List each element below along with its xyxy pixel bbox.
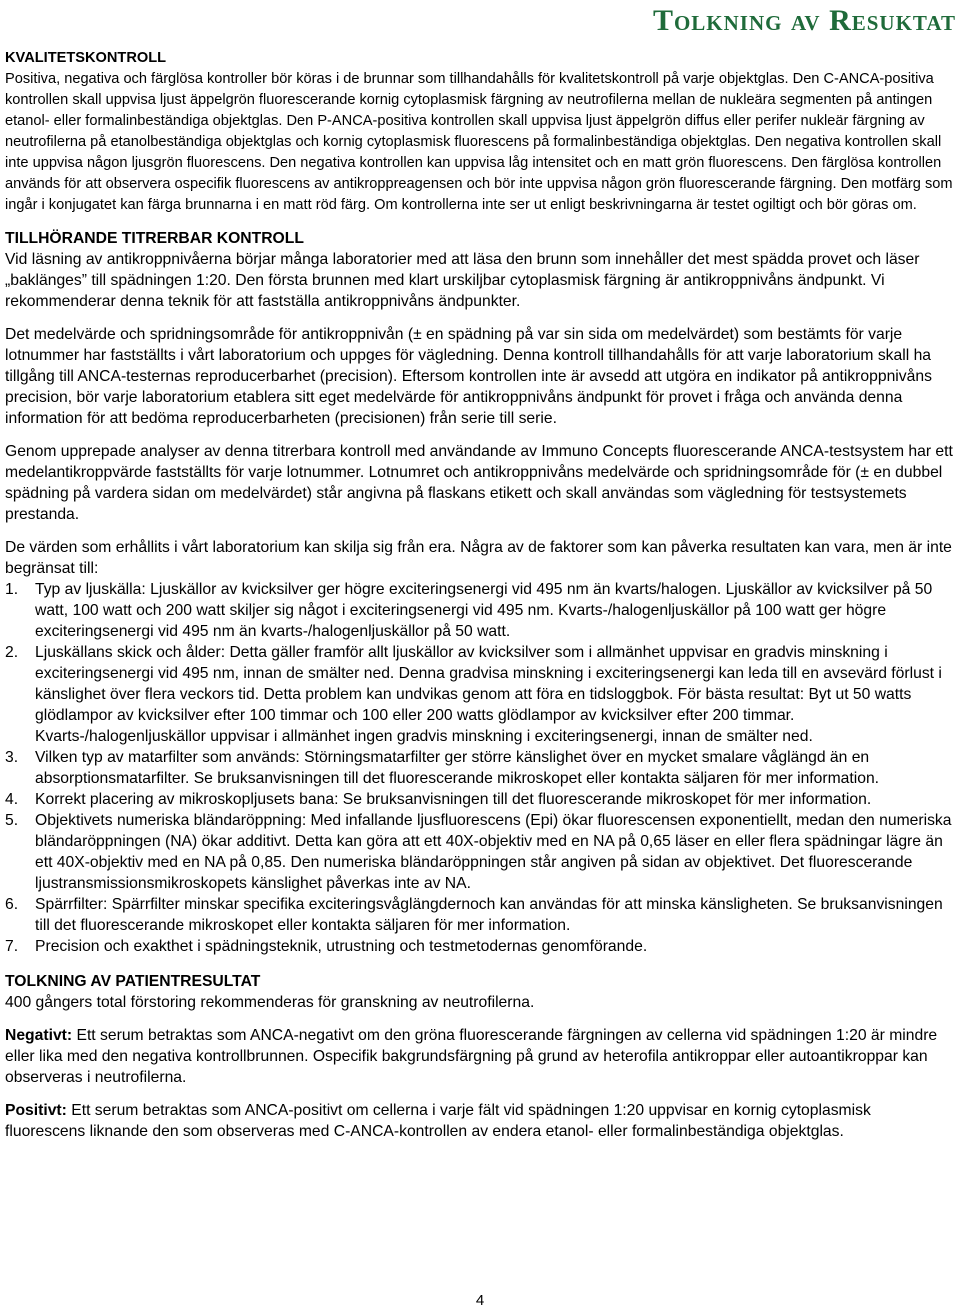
positiv-text: Ett serum betraktas som ANCA-positivt om cellerna i varje fält vid spädningen 1:20 uppvisar en kornig cytoplasmisk fluorescens liknande den som observeras med C-ANCA-kontrollen av endera etanol- eller formalinbeständiga objektglas. xyxy=(5,1102,871,1140)
titrerbar-paragraph-3: Genom upprepade analyser av denna titrerbara kontroll med användande av Immuno Concepts fluorescerande ANCA-testsystem har ett medelantikroppvärde fastställts för varje lotnummer. Lotnumret och antikroppnivåns medelvärde och spridningsområde för (± en dubbel spädning på vardera sidan om medelvärdet) står angivna på flaskans etikett och skall användas som vägledning för testsystemets prestanda. xyxy=(5,443,953,523)
positiv-paragraph xyxy=(5,1100,955,1142)
negativ-paragraph xyxy=(5,1025,955,1088)
list-item-text: Ljuskällans skick och ålder: Detta gäller framför allt ljuskällor av kvicksilver som i allmänhet uppvisar en gradvis minskning i exciteringsenergi vid 495 nm, innan de smälter ned. Denna gradvisa minskning i exciteringsenergi kan leda till en avsevärd förlust i känslighet över flera veckors tid. Detta problem kan undvikas genom att föra en tidsloggbok. För bästa resultat: Byt ut 50 watts glödlampor av kvicksilver efter 100 timmar och 100 eller 200 watts glödlampor av kvicksilver efter 200 timmar. Kvarts-/halogenljuskällor uppvisar i allmänhet ingen gradvis minskning i exciteringsenergi, innan de smälter ned. xyxy=(35,644,942,745)
list-item-text: Spärrfilter: Spärrfilter minskar specifika exciteringsvåglängdernoch kan användas för att minska känsligheten. Se bruksanvisningen till det fluorescerande mikroskopet eller kontakta säljaren för mer information. xyxy=(35,896,943,934)
heading-kvalitetskontroll: KVALITETSKONTROLL xyxy=(5,50,167,66)
section-titrerbar-kontroll xyxy=(5,228,955,957)
titrerbar-paragraph-1: Vid läsning av antikroppnivåerna börjar många laboratorier med att läsa den brunn som innehåller det mest spädda provet och läser „baklänges” till spädningen 1:20. Den första brunnen med klart urskiljbar cytoplasmisk färgning är antikroppnivåns ändpunkt. Vi rekommenderar denna teknik för att fastställa antikroppnivåns ändpunkter. xyxy=(5,251,920,310)
list-item-text: Korrekt placering av mikroskopljusets bana: Se bruksanvisningen till det fluorescerande mikroskopet för mer information. xyxy=(35,791,872,808)
kvalitetskontroll-text: Positiva, negativa och färglösa kontroller bör köras i de brunnar som tillhandahålls för kvalitetskontroll på varje objektglas. Den C-ANCA-positiva kontrollen skall uppvisa ljust äppelgrön fluorescerande kornig cytoplasmisk färgning av neutrofilerna mellan de nukleära segmenten på antingen etanol- eller formalinbeständiga objektglas. Den P-ANCA-positiva kontrollen skall uppvisa ljust äppelgrön diffus eller perifer nukleär färgning av neutrofilerna på etanolbeständiga objektglas och kornig cytoplasmisk fluorescens på formalinbeständiga objektglas. Den negativa kontrollen skall inte uppvisa någon ljusgrön fluorescens. Den negativa kontrollen kan uppvisa låg intensitet och en matt grön fluorescens. Den färglösa kontrollen används för att observera ospecifik fluorescens av antikroppreagensen och bör inte uppvisa någon grön fluorescerande färgning. Den motfärg som ingår i konjugatet kan färga brunnarna i en matt röd färg. Om kontrollerna inte ser ut enligt beskrivningarna är testet ogiltigt och bör göras om. xyxy=(5,71,953,213)
list-item-text: Objektivets numeriska bländaröppning: Med infallande ljusfluorescens (Epi) ökar fluorescensen exponentiellt, medan den numeriska bländaröppningen (NA) ökar additivt. Detta kan göra att ett 40X-objektiv med en NA på 0,65 läser en eller flera spädningar lägre än ett 40X-objektiv med en NA på 0,85. Den numeriska bländaröppningen står angiven på sidan av objektivet. Det fluorescerande ljustransmissionsmikroskopets känslighet påverkas inte av NA. xyxy=(35,812,952,892)
list-item-text: Vilken typ av matarfilter som används: Störningsmatarfilter ger större känslighet över en mycket smalare våglängd än en absorptionsmatarfilter. Se bruksanvisningen till det fluorescerande mikroskopet eller kontakta säljaren för mer information. xyxy=(35,749,880,787)
positiv-label: Positivt: xyxy=(5,1102,67,1119)
list-number: 3. xyxy=(5,749,19,766)
factor-list xyxy=(5,579,955,957)
page-number: 4 xyxy=(475,1292,485,1309)
list-item xyxy=(5,936,955,957)
section-patientresultat xyxy=(5,971,955,1142)
heading-patientresultat: TOLKNING AV PATIENTRESULTAT xyxy=(5,973,261,990)
list-number: 2. xyxy=(5,644,19,661)
list-number: 7. xyxy=(5,938,19,955)
section-kvalitetskontroll xyxy=(5,48,955,216)
list-number: 6. xyxy=(5,896,19,913)
list-item xyxy=(5,810,955,894)
page-title: Tolkning av Resuktat xyxy=(652,4,956,37)
list-item xyxy=(5,579,955,642)
list-item-text: Precision och exakthet i spädningsteknik, utrustning och testmetodernas genomförande. xyxy=(35,938,648,955)
list-item xyxy=(5,894,955,936)
negativ-text: Ett serum betraktas som ANCA-negativt om den gröna fluorescerande färgningen av cellerna vid spädningen 1:20 är mindre eller lika med den negativa kontrollbrunnen. Ospecifik bakgrundsfärgning på grund av heterofila antikroppar eller autoantikroppar kan observeras i neutrofilerna. xyxy=(5,1027,938,1086)
list-number: 5. xyxy=(5,812,19,829)
list-item xyxy=(5,642,955,747)
list-item-text: Typ av ljuskälla: Ljuskällor av kvicksilver ger högre exciteringsenergi vid 495 nm än kvarts/halogen. Ljuskällor av kvicksilver på 50 watt, 100 watt och 200 watt skiljer sig något i exciteringsenergi vid 495 nm. Kvarts-/halogenljuskällor på 100 watt ger högre exciteringsenergi vid 495 nm än kvarts-/halogenljuskällor på 50 watt. xyxy=(35,581,933,640)
list-item xyxy=(5,747,955,789)
document-body xyxy=(5,48,955,1142)
titrerbar-paragraph-4: De värden som erhållits i vårt laboratorium kan skilja sig från era. Några av de faktorer som kan påverka resultaten kan vara, men är inte begränsat till: xyxy=(5,539,952,577)
titrerbar-paragraph-2: Det medelvärde och spridningsområde för antikroppnivån (± en spädning på var sin sida om medelvärdet) som bestämts för varje lotnummer har fastställts i vårt laboratorium och uppges för vägledning. Denna kontroll tillhandahålls för att varje laboratorium skall ha tillgång till ANCA-testernas reproducerbarhet (precision). Eftersom kontrollen inte är avsedd att utgöra en indikator på antikroppnivåns precision, bör varje laboratorium etablera sitt eget medelvärde för antikroppnivåns ändpunkt för provet i fråga och använda denna information för att bedöma reproducerbarheten (precisionen) från serie till serie. xyxy=(5,326,932,427)
patient-text: 400 gångers total förstoring rekommenderas för granskning av neutrofilerna. xyxy=(5,994,535,1011)
list-number: 4. xyxy=(5,791,19,808)
list-item xyxy=(5,789,955,810)
negativ-label: Negativt: xyxy=(5,1027,73,1044)
list-number: 1. xyxy=(5,581,19,598)
heading-titrerbar-kontroll: TILLHÖRANDE TITRERBAR KONTROLL xyxy=(5,230,304,247)
